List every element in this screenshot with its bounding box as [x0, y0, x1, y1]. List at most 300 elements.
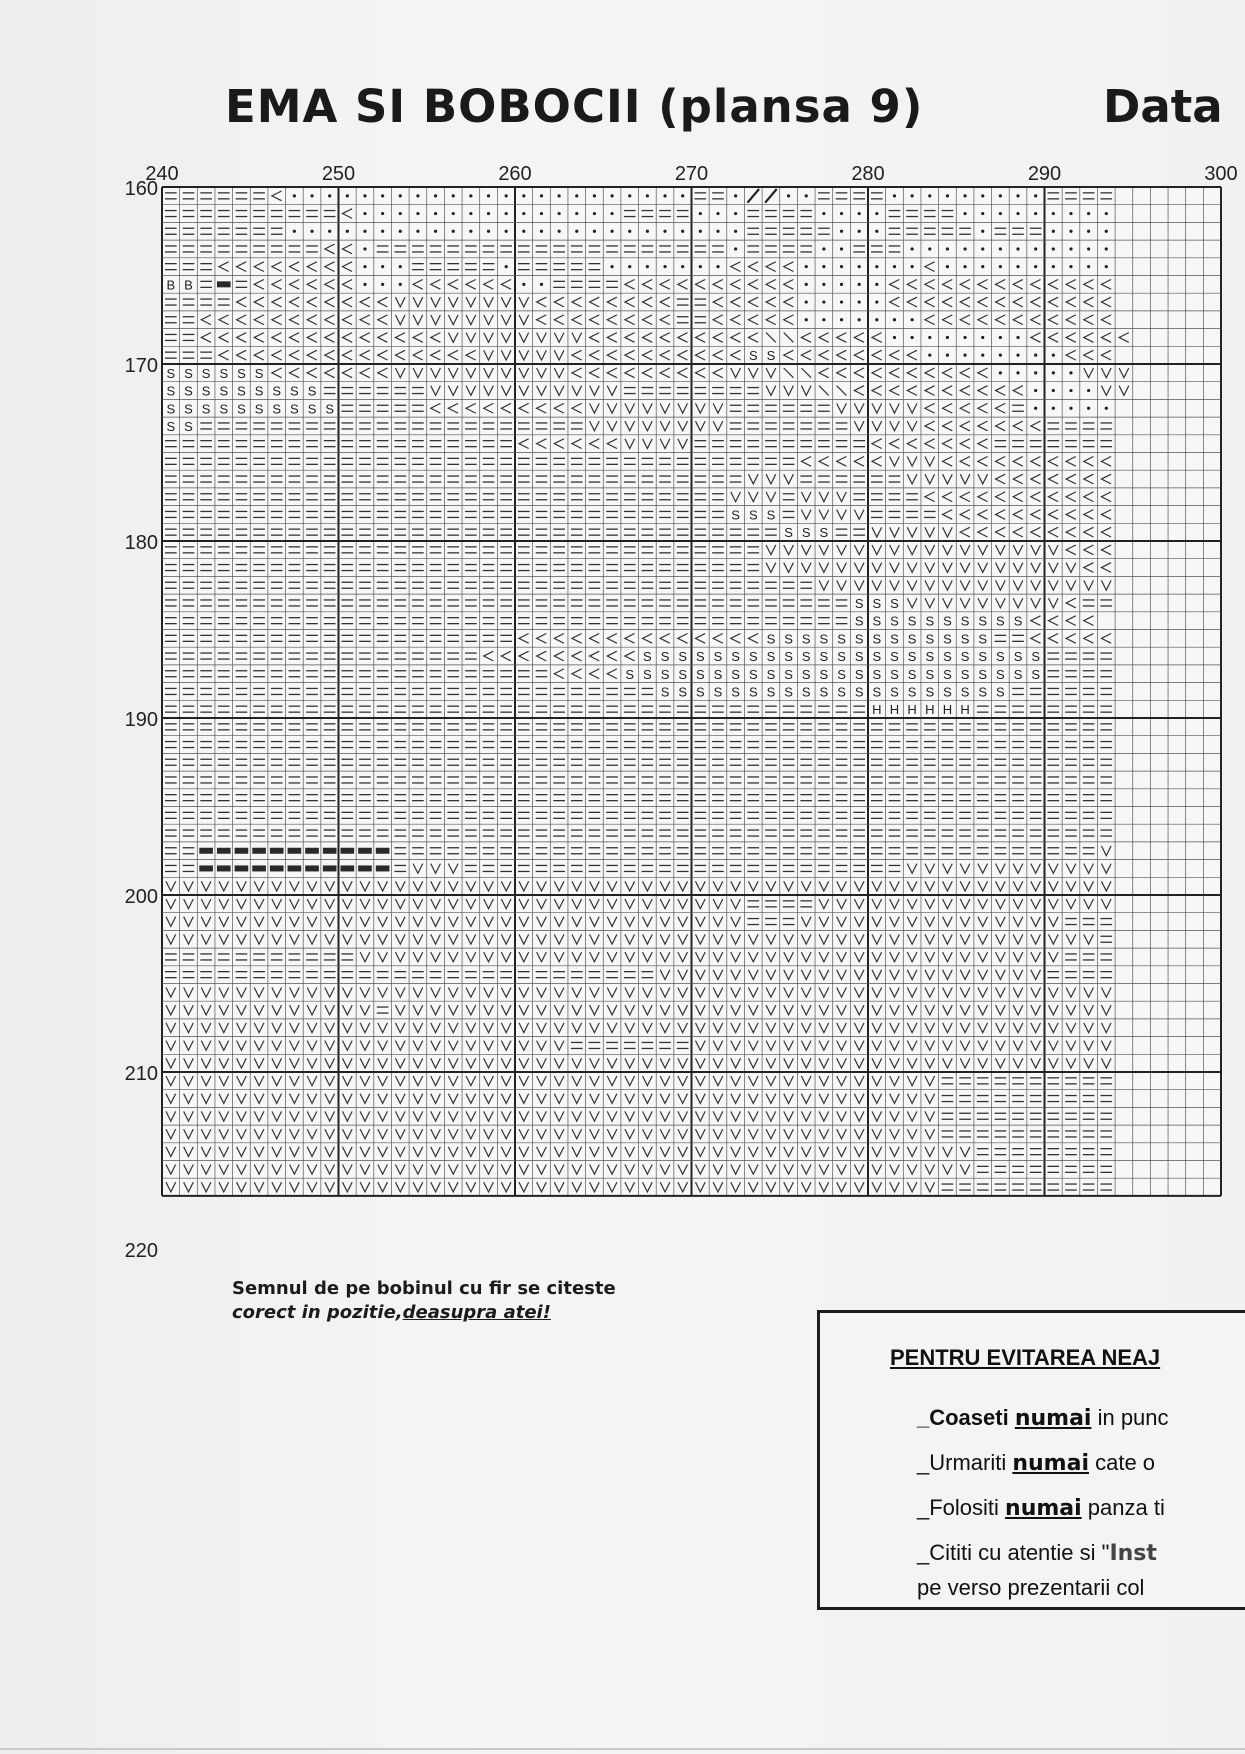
- stitch-symbol: [1069, 212, 1072, 215]
- stitch-symbol: S: [960, 684, 970, 700]
- stitch-symbol: H: [889, 702, 900, 718]
- notice-item-emphasis: Inst: [1109, 1541, 1157, 1566]
- notice-item: [917, 1575, 1144, 1601]
- notice-item-prefix: _Cititi cu atentie si ": [917, 1540, 1110, 1565]
- stitch-symbol: S: [695, 684, 705, 700]
- stitch-symbol: [323, 848, 337, 854]
- stitch-symbol: S: [201, 365, 211, 381]
- stitch-symbol: [858, 283, 861, 286]
- stitch-symbol: [381, 230, 384, 233]
- stitch-symbol: [323, 865, 337, 871]
- stitch-symbol: [1052, 389, 1055, 392]
- notice-item-prefix: _Folositi: [917, 1495, 1006, 1520]
- stitch-symbol: [1069, 407, 1072, 410]
- page-edge: [0, 1748, 1245, 1750]
- notice-item-emphasis: numai: [1012, 1451, 1089, 1476]
- stitch-symbol: [787, 194, 790, 197]
- stitch-symbol: [1034, 247, 1037, 250]
- stitch-symbol: S: [854, 684, 864, 700]
- stitch-symbol: [558, 230, 561, 233]
- stitch-symbol: [1052, 354, 1055, 357]
- stitch-symbol: S: [801, 666, 811, 682]
- column-label: 290: [1027, 163, 1062, 185]
- stitch-symbol: [999, 247, 1002, 250]
- stitch-symbol: S: [766, 666, 776, 682]
- stitch-symbol: S: [748, 348, 758, 364]
- stitch-symbol: [716, 212, 719, 215]
- stitch-symbol: S: [254, 383, 264, 399]
- stitch-symbol: S: [784, 525, 793, 541]
- stitch-symbol: [252, 848, 266, 854]
- stitch-symbol: S: [766, 507, 776, 523]
- stitch-symbol: [416, 194, 419, 197]
- stitch-symbol: [928, 336, 931, 339]
- stitch-symbol: [452, 194, 455, 197]
- stitch-symbol: S: [943, 613, 952, 629]
- stitch-symbol: [199, 848, 213, 854]
- stitch-symbol: [376, 865, 390, 871]
- stitch-symbol: [522, 212, 525, 215]
- stitch-symbol: [840, 318, 843, 321]
- stitch-symbol: [235, 848, 249, 854]
- stitch-symbol: [593, 230, 596, 233]
- stitch-symbol: [699, 212, 702, 215]
- stitch-symbol: S: [854, 595, 864, 611]
- column-label: 270: [674, 163, 709, 185]
- stitch-symbol: S: [219, 383, 229, 399]
- stitch-symbol: S: [1031, 649, 1041, 665]
- stitch-symbol: [363, 230, 366, 233]
- stitch-symbol: [558, 194, 561, 197]
- stitch-symbol: S: [166, 365, 176, 381]
- stitch-symbol: [540, 194, 543, 197]
- stitch-symbol: S: [801, 631, 811, 647]
- stitch-symbol: S: [978, 613, 988, 629]
- stitch-symbol: S: [837, 631, 846, 647]
- stitch-symbol: S: [290, 401, 299, 417]
- stitch-symbol: [469, 212, 472, 215]
- stitch-symbol: S: [943, 684, 952, 700]
- stitch-symbol: S: [695, 649, 705, 665]
- stitch-symbol: [628, 265, 631, 268]
- stitch-symbol: [893, 265, 896, 268]
- stitch-symbol: [716, 230, 719, 233]
- stitch-symbol: [963, 247, 966, 250]
- stitch-symbol: S: [748, 666, 758, 682]
- stitch-symbol: S: [660, 666, 670, 682]
- stitch-symbol: S: [890, 613, 899, 629]
- stitch-symbol: S: [766, 348, 776, 364]
- notice-item-suffix: cate o: [1088, 1450, 1156, 1475]
- stitch-symbol: [734, 194, 737, 197]
- stitch-symbol: [1016, 247, 1019, 250]
- stitch-symbol: [999, 371, 1002, 374]
- stitch-symbol: S: [184, 418, 193, 434]
- stitch-symbol: S: [713, 684, 723, 700]
- stitch-symbol: [928, 354, 931, 357]
- stitch-symbol: S: [890, 684, 899, 700]
- stitch-symbol: [487, 194, 490, 197]
- stitch-symbol: [363, 283, 366, 286]
- stitch-symbol: [840, 212, 843, 215]
- stitch-symbol: [1069, 247, 1072, 250]
- stitch-symbol: [1105, 265, 1108, 268]
- stitch-symbol: [1016, 354, 1019, 357]
- column-label: 280: [851, 163, 885, 185]
- stitch-symbol: [217, 865, 231, 871]
- stitch-symbol: [893, 194, 896, 197]
- stitch-symbol: [734, 247, 737, 250]
- stitch-symbol: S: [872, 684, 882, 700]
- stitch-symbol: S: [184, 365, 193, 381]
- stitch-symbol: [840, 230, 843, 233]
- stitch-symbol: S: [254, 365, 264, 381]
- stitch-symbol: [858, 300, 861, 303]
- stitch-symbol: S: [660, 684, 670, 700]
- stitch-symbol: [663, 265, 666, 268]
- stitch-symbol: [1087, 247, 1090, 250]
- stitch-symbol: [805, 194, 808, 197]
- stitch-symbol: S: [325, 401, 335, 417]
- stitch-symbol: [805, 283, 808, 286]
- stitch-symbol: [416, 212, 419, 215]
- stitch-symbol: S: [184, 383, 193, 399]
- stitch-symbol: [981, 212, 984, 215]
- stitch-symbol: [487, 212, 490, 215]
- stitch-symbol: [1105, 407, 1108, 410]
- stitch-symbol: [663, 230, 666, 233]
- reading-note-line2: [232, 1301, 616, 1325]
- stitch-symbol: [346, 230, 349, 233]
- stitch-symbol: S: [890, 595, 899, 611]
- stitch-symbol: S: [748, 649, 758, 665]
- stitch-symbol: [1052, 247, 1055, 250]
- stitch-symbol: [293, 194, 296, 197]
- stitch-symbol: [663, 194, 666, 197]
- stitch-symbol: [346, 194, 349, 197]
- stitch-symbol: S: [978, 684, 988, 700]
- stitch-symbol: [399, 230, 402, 233]
- stitch-symbol: S: [290, 383, 299, 399]
- stitch-symbol: [293, 230, 296, 233]
- stitch-symbol: S: [960, 649, 970, 665]
- stitch-symbol: [1069, 265, 1072, 268]
- stitch-symbol: S: [625, 666, 635, 682]
- stitch-symbol: S: [819, 525, 829, 541]
- stitch-symbol: [1016, 265, 1019, 268]
- stitch-symbol: S: [1013, 613, 1023, 629]
- stitch-symbol: [235, 865, 249, 871]
- stitch-symbol: S: [819, 631, 829, 647]
- stitch-symbol: [270, 848, 284, 854]
- stitch-symbol: [381, 212, 384, 215]
- stitch-symbol: [858, 318, 861, 321]
- stitch-symbol: S: [996, 666, 1005, 682]
- stitch-symbol: S: [784, 684, 793, 700]
- stitch-symbol: [822, 318, 825, 321]
- reading-note: [232, 1277, 616, 1325]
- notice-item: [917, 1405, 1169, 1431]
- notice-item-emphasis: numai: [1014, 1406, 1092, 1431]
- stitch-symbol: [217, 281, 231, 287]
- row-label: 200: [124, 886, 158, 908]
- stitch-symbol: [840, 300, 843, 303]
- stitch-symbol: [911, 194, 914, 197]
- stitch-symbol: [981, 265, 984, 268]
- stitch-symbol: H: [942, 702, 953, 718]
- stitch-symbol: [858, 212, 861, 215]
- stitch-symbol: [270, 865, 284, 871]
- stitch-symbol: [305, 848, 319, 854]
- stitch-symbol: S: [978, 631, 988, 647]
- stitch-symbol: S: [996, 649, 1005, 665]
- stitch-symbol: S: [819, 684, 829, 700]
- stitch-symbol: [946, 336, 949, 339]
- stitch-symbol: [217, 848, 231, 854]
- stitch-symbol: [452, 230, 455, 233]
- stitch-symbol: [946, 265, 949, 268]
- stitch-symbol: [911, 265, 914, 268]
- stitch-symbol: [416, 230, 419, 233]
- stitch-symbol: [328, 230, 331, 233]
- stitch-symbol: S: [872, 666, 882, 682]
- stitch-symbol: [505, 230, 508, 233]
- stitch-symbol: S: [660, 649, 670, 665]
- stitch-symbol: S: [713, 649, 723, 665]
- stitch-symbol: S: [907, 613, 917, 629]
- stitch-symbol: [610, 212, 613, 215]
- stitch-symbol: [999, 336, 1002, 339]
- stitch-symbol: [341, 848, 355, 854]
- stitch-symbol: [381, 283, 384, 286]
- stitch-symbol: [1069, 230, 1072, 233]
- stitch-symbol: S: [819, 649, 829, 665]
- stitch-symbol: [341, 865, 355, 871]
- stitch-symbol: [505, 265, 508, 268]
- stitch-symbol: S: [854, 613, 864, 629]
- stitch-symbol: [381, 265, 384, 268]
- stitch-symbol: H: [872, 702, 882, 718]
- stitch-symbol: [358, 865, 372, 871]
- stitch-symbol: [1052, 212, 1055, 215]
- stitch-symbol: [928, 247, 931, 250]
- stitch-symbol: S: [1013, 666, 1023, 682]
- column-label: 240: [145, 163, 179, 185]
- stitch-symbol: S: [819, 666, 829, 682]
- stitch-symbol: [628, 230, 631, 233]
- stitch-symbol: [1034, 354, 1037, 357]
- stitch-symbol: S: [784, 631, 793, 647]
- stitch-symbol: [822, 300, 825, 303]
- stitch-symbol: S: [907, 684, 917, 700]
- stitch-symbol: [1087, 389, 1090, 392]
- stitch-symbol: [928, 194, 931, 197]
- notice-item-prefix: _Coaseti: [917, 1405, 1015, 1430]
- stitch-symbol: S: [872, 595, 882, 611]
- row-label: 180: [124, 532, 158, 554]
- stitch-symbol: [452, 212, 455, 215]
- stitch-symbol: [199, 865, 213, 871]
- page-title: EMA SI BOBOCII (plansa 9): [225, 80, 924, 133]
- stitch-symbol: S: [872, 613, 882, 629]
- stitch-symbol: [610, 194, 613, 197]
- stitch-symbol: S: [854, 631, 864, 647]
- stitch-symbol: [805, 318, 808, 321]
- stitch-symbol: [822, 283, 825, 286]
- stitch-symbol: [1052, 265, 1055, 268]
- stitch-symbol: [893, 336, 896, 339]
- stitch-symbol: [646, 265, 649, 268]
- notice-item: [917, 1540, 1157, 1566]
- column-label: 300: [1204, 163, 1238, 185]
- stitch-symbol: [628, 194, 631, 197]
- stitch-symbol: [840, 283, 843, 286]
- stitch-symbol: [593, 194, 596, 197]
- stitch-symbol: [1105, 230, 1108, 233]
- notice-item-suffix: in punc: [1091, 1405, 1169, 1430]
- stitch-symbol: [540, 230, 543, 233]
- stitch-symbol: [1087, 230, 1090, 233]
- stitch-symbol: [399, 194, 402, 197]
- stitch-symbol: [981, 247, 984, 250]
- stitch-symbol: [840, 247, 843, 250]
- notice-item-suffix: panza ti: [1081, 1495, 1165, 1520]
- stitch-symbol: S: [837, 649, 846, 665]
- column-label: 250: [321, 163, 356, 185]
- stitch-symbol: S: [925, 613, 935, 629]
- stitch-symbol: S: [872, 631, 882, 647]
- stitch-symbol: [1034, 389, 1037, 392]
- stitch-symbol: [487, 230, 490, 233]
- stitch-symbol: [376, 848, 390, 854]
- stitch-symbol: S: [166, 418, 176, 434]
- stitch-symbol: [363, 212, 366, 215]
- notice-item: [917, 1495, 1165, 1521]
- stitch-symbol: S: [184, 401, 193, 417]
- stitch-symbol: S: [731, 684, 740, 700]
- stitch-symbol: [358, 848, 372, 854]
- row-label: 170: [124, 355, 158, 377]
- stitch-symbol: S: [731, 649, 740, 665]
- stitch-symbol: [840, 265, 843, 268]
- stitch-symbol: [310, 194, 313, 197]
- stitch-symbol: H: [925, 702, 935, 718]
- stitch-symbol: S: [978, 666, 988, 682]
- stitch-symbol: [522, 283, 525, 286]
- stitch-symbol: S: [960, 631, 970, 647]
- stitch-symbol: [681, 265, 684, 268]
- stitch-symbol: [1016, 212, 1019, 215]
- stitch-symbol: [822, 247, 825, 250]
- stitch-symbol: [399, 283, 402, 286]
- stitch-symbol: [1016, 194, 1019, 197]
- stitch-symbol: [911, 247, 914, 250]
- stitch-symbol: [805, 265, 808, 268]
- stitch-symbol: [469, 194, 472, 197]
- reading-note-prefix: corect in pozitie,: [232, 1302, 403, 1323]
- stitch-symbol: S: [766, 649, 776, 665]
- stitch-symbol: [999, 212, 1002, 215]
- stitch-symbol: S: [943, 631, 952, 647]
- stitch-symbol: [1087, 265, 1090, 268]
- stitch-symbol: [1052, 230, 1055, 233]
- stitch-symbol: S: [713, 666, 723, 682]
- stitch-symbol: S: [837, 666, 846, 682]
- stitch-symbol: S: [766, 684, 776, 700]
- notice-box: [817, 1310, 1245, 1610]
- stitch-symbol: [911, 336, 914, 339]
- stitch-symbol: S: [219, 401, 229, 417]
- notice-item-emphasis: numai: [1005, 1496, 1082, 1521]
- stitch-symbol: S: [237, 383, 246, 399]
- stitch-symbol: S: [1031, 666, 1041, 682]
- stitch-symbol: [1087, 212, 1090, 215]
- stitch-symbol: [505, 194, 508, 197]
- stitch-symbol: S: [748, 507, 758, 523]
- stitch-symbol: S: [837, 684, 846, 700]
- stitch-symbol: S: [678, 649, 688, 665]
- stitch-symbol: S: [643, 666, 652, 682]
- stitch-symbol: [1034, 212, 1037, 215]
- stitch-symbol: S: [854, 649, 864, 665]
- stitch-symbol: [1087, 407, 1090, 410]
- stitch-symbol: [288, 865, 302, 871]
- notice-item-prefix: _Urmariti: [917, 1450, 1013, 1475]
- stitch-symbol: [699, 265, 702, 268]
- stitch-symbol: S: [784, 649, 793, 665]
- stitch-symbol: [252, 865, 266, 871]
- stitch-symbol: [505, 212, 508, 215]
- stitch-symbol: S: [960, 613, 970, 629]
- stitch-symbol: B: [166, 277, 176, 293]
- stitch-symbol: [646, 194, 649, 197]
- stitch-symbol: [963, 212, 966, 215]
- stitch-symbol: [363, 265, 366, 268]
- stitch-symbol: S: [254, 401, 264, 417]
- stitch-symbol: [540, 283, 543, 286]
- stitch-symbol: S: [925, 684, 935, 700]
- stitch-symbol: S: [731, 666, 740, 682]
- stitch-symbol: S: [643, 649, 652, 665]
- stitch-symbol: [981, 194, 984, 197]
- stitch-symbol: S: [695, 666, 705, 682]
- stitch-symbol: S: [801, 684, 811, 700]
- stitch-symbol: [981, 354, 984, 357]
- stitch-symbol: S: [201, 401, 211, 417]
- stitch-symbol: [381, 194, 384, 197]
- stitch-symbol: S: [307, 383, 317, 399]
- stitch-symbol: [981, 230, 984, 233]
- stitch-symbol: [716, 265, 719, 268]
- stitch-symbol: [946, 354, 949, 357]
- stitch-symbol: S: [201, 383, 211, 399]
- row-label: 220: [124, 1240, 158, 1262]
- stitch-symbol: [1105, 212, 1108, 215]
- stitch-symbol: [575, 212, 578, 215]
- notice-heading: PENTRU EVITAREA NEAJ: [890, 1345, 1161, 1370]
- reading-note-emphasis: deasupra atei!: [402, 1302, 551, 1323]
- stitch-symbol: [963, 354, 966, 357]
- stitch-symbol: S: [237, 401, 246, 417]
- stitch-symbol: [1034, 265, 1037, 268]
- stitch-symbol: S: [925, 649, 935, 665]
- stitch-symbol: S: [748, 684, 758, 700]
- stitch-symbol: [522, 230, 525, 233]
- stitch-symbol: [893, 318, 896, 321]
- stitch-symbol: [981, 336, 984, 339]
- stitch-symbol: S: [801, 649, 811, 665]
- date-label: Data: [1103, 80, 1223, 133]
